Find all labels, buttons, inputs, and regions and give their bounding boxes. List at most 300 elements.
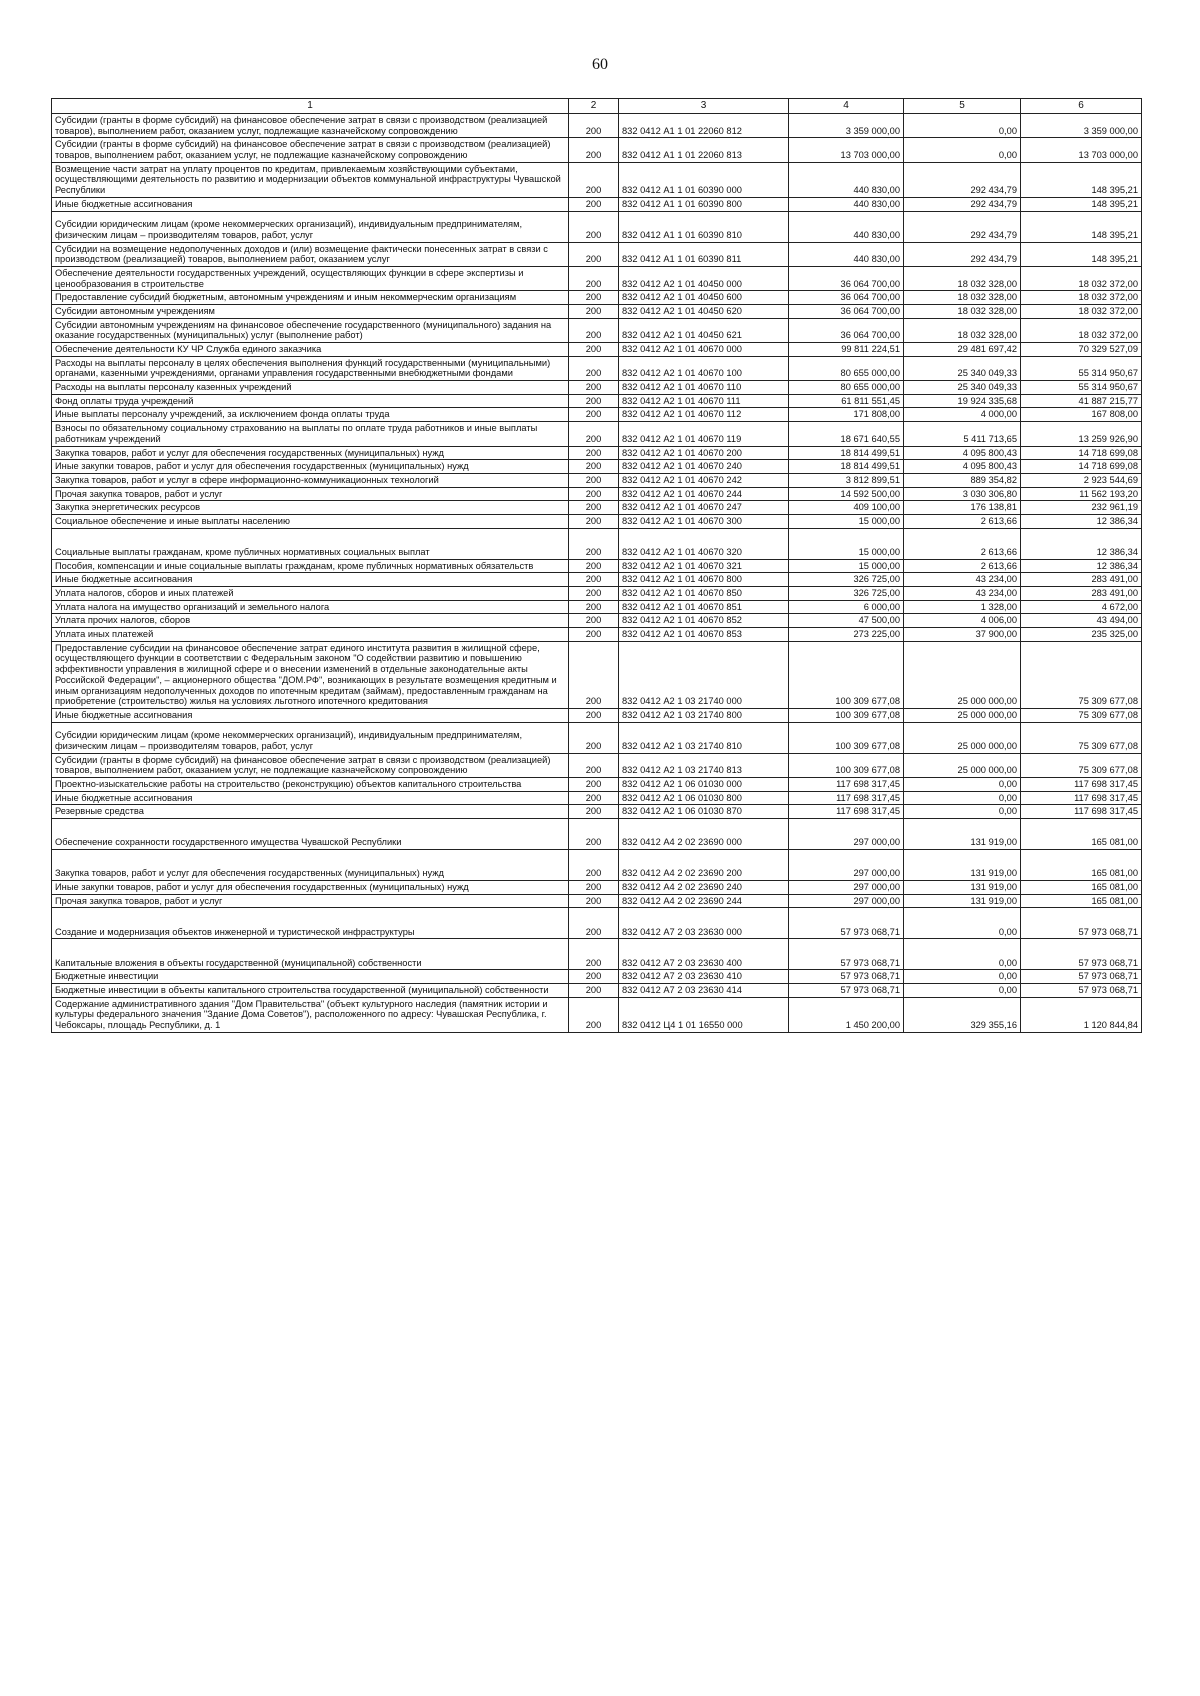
row-code-cell: 200	[569, 628, 619, 642]
row-plan-amount-cell: 100 309 677,08	[789, 722, 904, 753]
row-name-cell: Пособия, компенсации и иные социальные выплаты гражданам, кроме публичных нормативных обязательств	[52, 559, 569, 573]
row-plan-amount-cell: 57 973 068,71	[789, 970, 904, 984]
row-unexecuted-amount-cell: 75 309 677,08	[1021, 708, 1142, 722]
row-executed-amount-cell: 0,00	[904, 138, 1021, 162]
row-plan-amount-cell: 13 703 000,00	[789, 138, 904, 162]
row-plan-amount-cell: 326 725,00	[789, 587, 904, 601]
row-unexecuted-amount-cell: 4 672,00	[1021, 600, 1142, 614]
row-plan-amount-cell: 15 000,00	[789, 559, 904, 573]
row-name-cell: Субсидии на возмещение недополученных доходов и (или) возмещение фактически понесенных затрат в связи с производством (реализацией) товаров, выполнением работ, оказанием услуг	[52, 242, 569, 266]
row-plan-amount-cell: 117 698 317,45	[789, 805, 904, 819]
row-plan-amount-cell: 61 811 551,45	[789, 394, 904, 408]
row-name-cell: Обеспечение деятельности КУ ЧР Служба единого заказчика	[52, 343, 569, 357]
row-plan-amount-cell: 18 814 499,51	[789, 460, 904, 474]
row-classification-cell: 832 0412 А2 1 01 40450 621	[619, 318, 789, 342]
table-row	[52, 266, 1142, 290]
row-plan-amount-cell: 297 000,00	[789, 894, 904, 908]
row-code-cell: 200	[569, 600, 619, 614]
row-executed-amount-cell: 18 032 328,00	[904, 304, 1021, 318]
row-plan-amount-cell: 36 064 700,00	[789, 304, 904, 318]
row-code-cell: 200	[569, 266, 619, 290]
row-name-cell: Бюджетные инвестиции в объекты капитального строительства государственной (муниципальной) собственности	[52, 984, 569, 998]
row-executed-amount-cell: 4 095 800,43	[904, 460, 1021, 474]
row-unexecuted-amount-cell: 283 491,00	[1021, 573, 1142, 587]
row-unexecuted-amount-cell: 18 032 372,00	[1021, 291, 1142, 305]
row-name-cell: Содержание административного здания "Дом Правительства" (объект культурного наследия (памятник истории и культуры федерального значения "Здание Дома Советов"), расположенного по адресу: Чувашская Республика, г. Чебоксары, площадь Республики, д. 1	[52, 997, 569, 1032]
row-plan-amount-cell: 100 309 677,08	[789, 753, 904, 777]
table-row	[52, 805, 1142, 819]
row-executed-amount-cell: 0,00	[904, 805, 1021, 819]
row-code-cell: 200	[569, 473, 619, 487]
row-code-cell: 200	[569, 708, 619, 722]
column-header: 6	[1021, 99, 1142, 114]
row-executed-amount-cell: 0,00	[904, 984, 1021, 998]
row-classification-cell: 832 0412 А2 1 03 21740 800	[619, 708, 789, 722]
row-unexecuted-amount-cell: 75 309 677,08	[1021, 753, 1142, 777]
table-row	[52, 819, 1142, 850]
row-code-cell: 200	[569, 722, 619, 753]
row-plan-amount-cell: 273 225,00	[789, 628, 904, 642]
row-unexecuted-amount-cell: 75 309 677,08	[1021, 641, 1142, 708]
row-plan-amount-cell: 15 000,00	[789, 528, 904, 559]
row-plan-amount-cell: 3 359 000,00	[789, 114, 904, 138]
table-row	[52, 997, 1142, 1032]
row-code-cell: 200	[569, 408, 619, 422]
row-plan-amount-cell: 117 698 317,45	[789, 791, 904, 805]
table-row	[52, 242, 1142, 266]
row-code-cell: 200	[569, 242, 619, 266]
row-classification-cell: 832 0412 А2 1 01 40670 247	[619, 501, 789, 515]
row-plan-amount-cell: 57 973 068,71	[789, 939, 904, 970]
row-code-cell: 200	[569, 460, 619, 474]
row-plan-amount-cell: 440 830,00	[789, 211, 904, 242]
row-unexecuted-amount-cell: 12 386,34	[1021, 514, 1142, 528]
row-classification-cell: 832 0412 А2 1 01 40450 000	[619, 266, 789, 290]
column-header: 4	[789, 99, 904, 114]
row-executed-amount-cell: 0,00	[904, 114, 1021, 138]
column-header: 5	[904, 99, 1021, 114]
table-row	[52, 446, 1142, 460]
row-code-cell: 200	[569, 197, 619, 211]
row-classification-cell: 832 0412 А2 1 01 40450 620	[619, 304, 789, 318]
row-unexecuted-amount-cell: 1 120 844,84	[1021, 997, 1142, 1032]
row-unexecuted-amount-cell: 165 081,00	[1021, 819, 1142, 850]
row-unexecuted-amount-cell: 117 698 317,45	[1021, 805, 1142, 819]
row-name-cell: Прочая закупка товаров, работ и услуг	[52, 894, 569, 908]
row-unexecuted-amount-cell: 148 395,21	[1021, 197, 1142, 211]
row-unexecuted-amount-cell: 57 973 068,71	[1021, 984, 1142, 998]
row-name-cell: Уплата налогов, сборов и иных платежей	[52, 587, 569, 601]
row-name-cell: Создание и модернизация объектов инженерной и туристической инфраструктуры	[52, 908, 569, 939]
row-classification-cell: 832 0412 А4 2 02 23690 000	[619, 819, 789, 850]
row-name-cell: Предоставление субсидии на финансовое обеспечение затрат единого института развития в жилищной сфере, осуществляющего функции в соответствии с Федеральным законом "О содействии развитию и повышению эффективности управления в жилищной сфере и о внесении изменений в отдельные законодательные акты Российской Федерации", – акционерного общества "ДОМ.РФ", возникающих в результате возмещения кредитным и иным организациям недополученных доходов по ипотечным кредитам (займам), предоставленным гражданам на приобретение (строительство) жилья на условиях льготного ипотечного кредитования	[52, 641, 569, 708]
row-executed-amount-cell: 131 919,00	[904, 894, 1021, 908]
row-executed-amount-cell: 0,00	[904, 791, 1021, 805]
row-classification-cell: 832 0412 А2 1 01 40670 852	[619, 614, 789, 628]
row-executed-amount-cell: 329 355,16	[904, 997, 1021, 1032]
row-unexecuted-amount-cell: 14 718 699,08	[1021, 446, 1142, 460]
row-executed-amount-cell: 0,00	[904, 939, 1021, 970]
row-classification-cell: 832 0412 А2 1 01 40670 000	[619, 343, 789, 357]
row-name-cell: Субсидии юридическим лицам (кроме некоммерческих организаций), индивидуальным предпринимателям, физическим лицам – производителям товаров, работ, услуг	[52, 722, 569, 753]
row-executed-amount-cell: 43 234,00	[904, 573, 1021, 587]
row-executed-amount-cell: 4 000,00	[904, 408, 1021, 422]
page-number: 60	[592, 56, 608, 73]
table-row	[52, 460, 1142, 474]
row-plan-amount-cell: 99 811 224,51	[789, 343, 904, 357]
row-name-cell: Проектно-изыскательские работы на строительство (реконструкцию) объектов капитального строительства	[52, 777, 569, 791]
row-classification-cell: 832 0412 А2 1 01 40670 240	[619, 460, 789, 474]
table-row	[52, 211, 1142, 242]
row-unexecuted-amount-cell: 57 973 068,71	[1021, 939, 1142, 970]
table-row	[52, 487, 1142, 501]
table-row	[52, 614, 1142, 628]
row-plan-amount-cell: 171 808,00	[789, 408, 904, 422]
row-name-cell: Резервные средства	[52, 805, 569, 819]
row-classification-cell: 832 0412 А1 1 01 60390 800	[619, 197, 789, 211]
row-classification-cell: 832 0412 А2 1 01 40450 600	[619, 291, 789, 305]
row-executed-amount-cell: 2 613,66	[904, 559, 1021, 573]
row-executed-amount-cell: 2 613,66	[904, 528, 1021, 559]
row-plan-amount-cell: 47 500,00	[789, 614, 904, 628]
row-unexecuted-amount-cell: 12 386,34	[1021, 559, 1142, 573]
row-name-cell: Иные закупки товаров, работ и услуг для обеспечения государственных (муниципальных) нужд	[52, 881, 569, 895]
row-name-cell: Иные бюджетные ассигнования	[52, 197, 569, 211]
row-unexecuted-amount-cell: 18 032 372,00	[1021, 304, 1142, 318]
row-code-cell: 200	[569, 997, 619, 1032]
table-row	[52, 628, 1142, 642]
row-name-cell: Капитальные вложения в объекты государственной (муниципальной) собственности	[52, 939, 569, 970]
row-code-cell: 200	[569, 343, 619, 357]
row-name-cell: Субсидии автономным учреждениям на финансовое обеспечение государственного (муниципального) задания на оказание государственных (муниципальных) услуг (выполнение работ)	[52, 318, 569, 342]
table-row	[52, 791, 1142, 805]
table-row	[52, 984, 1142, 998]
row-code-cell: 200	[569, 587, 619, 601]
row-unexecuted-amount-cell: 57 973 068,71	[1021, 908, 1142, 939]
row-name-cell: Иные бюджетные ассигнования	[52, 573, 569, 587]
column-header: 1	[52, 99, 569, 114]
row-name-cell: Субсидии юридическим лицам (кроме некоммерческих организаций), индивидуальным предпринимателям, физическим лицам – производителям товаров, работ, услуг	[52, 211, 569, 242]
row-executed-amount-cell: 5 411 713,65	[904, 422, 1021, 446]
row-code-cell: 200	[569, 162, 619, 197]
row-code-cell: 200	[569, 614, 619, 628]
row-name-cell: Возмещение части затрат на уплату процентов по кредитам, привлекаемым хозяйствующими субъектами, осуществляющими деятельность по развитию и модернизации объектов коммунальной инфраструктуры Чувашской Республики	[52, 162, 569, 197]
row-name-cell: Обеспечение деятельности государственных учреждений, осуществляющих функции в сфере экспертизы и ценообразования в строительстве	[52, 266, 569, 290]
row-code-cell: 200	[569, 753, 619, 777]
row-classification-cell: 832 0412 А2 1 01 40670 112	[619, 408, 789, 422]
row-name-cell: Закупка товаров, работ и услуг для обеспечения государственных (муниципальных) нужд	[52, 446, 569, 460]
table-row	[52, 970, 1142, 984]
row-unexecuted-amount-cell: 2 923 544,69	[1021, 473, 1142, 487]
row-unexecuted-amount-cell: 41 887 215,77	[1021, 394, 1142, 408]
row-classification-cell: 832 0412 А1 1 01 60390 811	[619, 242, 789, 266]
row-classification-cell: 832 0412 А1 1 01 22060 812	[619, 114, 789, 138]
table-row	[52, 573, 1142, 587]
row-name-cell: Фонд оплаты труда учреждений	[52, 394, 569, 408]
row-executed-amount-cell: 25 340 049,33	[904, 381, 1021, 395]
row-classification-cell: 832 0412 А2 1 01 40670 850	[619, 587, 789, 601]
row-classification-cell: 832 0412 А2 1 06 01030 800	[619, 791, 789, 805]
row-classification-cell: 832 0412 А7 2 03 23630 400	[619, 939, 789, 970]
row-executed-amount-cell: 18 032 328,00	[904, 318, 1021, 342]
row-name-cell: Иные выплаты персоналу учреждений, за исключением фонда оплаты труда	[52, 408, 569, 422]
row-executed-amount-cell: 25 000 000,00	[904, 722, 1021, 753]
row-classification-cell: 832 0412 А2 1 01 40670 320	[619, 528, 789, 559]
row-unexecuted-amount-cell: 283 491,00	[1021, 587, 1142, 601]
budget-execution-table	[51, 98, 1142, 1033]
row-code-cell: 200	[569, 559, 619, 573]
row-classification-cell: 832 0412 А2 1 01 40670 200	[619, 446, 789, 460]
row-executed-amount-cell: 292 434,79	[904, 197, 1021, 211]
row-plan-amount-cell: 117 698 317,45	[789, 777, 904, 791]
row-classification-cell: 832 0412 А2 1 01 40670 110	[619, 381, 789, 395]
row-unexecuted-amount-cell: 18 032 372,00	[1021, 318, 1142, 342]
row-executed-amount-cell: 131 919,00	[904, 819, 1021, 850]
row-code-cell: 200	[569, 304, 619, 318]
row-name-cell: Социальные выплаты гражданам, кроме публичных нормативных социальных выплат	[52, 528, 569, 559]
row-unexecuted-amount-cell: 148 395,21	[1021, 242, 1142, 266]
row-classification-cell: 832 0412 А2 1 06 01030 000	[619, 777, 789, 791]
row-name-cell: Предоставление субсидий бюджетным, автономным учреждениям и иным некоммерческим организациям	[52, 291, 569, 305]
row-unexecuted-amount-cell: 75 309 677,08	[1021, 722, 1142, 753]
row-plan-amount-cell: 36 064 700,00	[789, 291, 904, 305]
row-classification-cell: 832 0412 А2 1 03 21740 813	[619, 753, 789, 777]
table-row	[52, 197, 1142, 211]
row-classification-cell: 832 0412 А4 2 02 23690 240	[619, 881, 789, 895]
row-classification-cell: 832 0412 А2 1 01 40670 244	[619, 487, 789, 501]
row-name-cell: Уплата прочих налогов, сборов	[52, 614, 569, 628]
row-name-cell: Расходы на выплаты персоналу казенных учреждений	[52, 381, 569, 395]
row-executed-amount-cell: 0,00	[904, 970, 1021, 984]
table-row	[52, 600, 1142, 614]
row-executed-amount-cell: 3 030 306,80	[904, 487, 1021, 501]
row-plan-amount-cell: 440 830,00	[789, 162, 904, 197]
row-code-cell: 200	[569, 381, 619, 395]
row-executed-amount-cell: 292 434,79	[904, 211, 1021, 242]
row-name-cell: Закупка энергетических ресурсов	[52, 501, 569, 515]
row-classification-cell: 832 0412 А4 2 02 23690 244	[619, 894, 789, 908]
row-name-cell: Иные бюджетные ассигнования	[52, 708, 569, 722]
row-code-cell: 200	[569, 970, 619, 984]
row-executed-amount-cell: 131 919,00	[904, 881, 1021, 895]
column-header: 2	[569, 99, 619, 114]
row-executed-amount-cell: 292 434,79	[904, 242, 1021, 266]
row-unexecuted-amount-cell: 55 314 950,67	[1021, 381, 1142, 395]
row-executed-amount-cell: 292 434,79	[904, 162, 1021, 197]
row-unexecuted-amount-cell: 3 359 000,00	[1021, 114, 1142, 138]
row-plan-amount-cell: 15 000,00	[789, 514, 904, 528]
row-executed-amount-cell: 2 613,66	[904, 514, 1021, 528]
row-code-cell: 200	[569, 501, 619, 515]
row-name-cell: Расходы на выплаты персоналу в целях обеспечения выполнения функций государственными (муниципальными) органами, казенными учреждениями, органами управления государственными внебюджетными фондами	[52, 356, 569, 380]
row-code-cell: 200	[569, 894, 619, 908]
row-unexecuted-amount-cell: 232 961,19	[1021, 501, 1142, 515]
row-plan-amount-cell: 409 100,00	[789, 501, 904, 515]
row-code-cell: 200	[569, 791, 619, 805]
table-row	[52, 162, 1142, 197]
row-plan-amount-cell: 100 309 677,08	[789, 708, 904, 722]
row-executed-amount-cell: 176 138,81	[904, 501, 1021, 515]
row-executed-amount-cell: 889 354,82	[904, 473, 1021, 487]
row-unexecuted-amount-cell: 117 698 317,45	[1021, 791, 1142, 805]
row-classification-cell: 832 0412 А1 1 01 60390 810	[619, 211, 789, 242]
row-name-cell: Уплата налога на имущество организаций и земельного налога	[52, 600, 569, 614]
row-code-cell: 200	[569, 356, 619, 380]
row-name-cell: Социальное обеспечение и иные выплаты населению	[52, 514, 569, 528]
row-code-cell: 200	[569, 641, 619, 708]
table-row	[52, 381, 1142, 395]
row-executed-amount-cell: 43 234,00	[904, 587, 1021, 601]
row-code-cell: 200	[569, 984, 619, 998]
table-row	[52, 291, 1142, 305]
row-unexecuted-amount-cell: 165 081,00	[1021, 881, 1142, 895]
table-row	[52, 753, 1142, 777]
row-unexecuted-amount-cell: 11 562 193,20	[1021, 487, 1142, 501]
row-name-cell: Закупка товаров, работ и услуг для обеспечения государственных (муниципальных) нужд	[52, 850, 569, 881]
row-executed-amount-cell: 37 900,00	[904, 628, 1021, 642]
row-plan-amount-cell: 3 812 899,51	[789, 473, 904, 487]
row-executed-amount-cell: 25 000 000,00	[904, 753, 1021, 777]
row-plan-amount-cell: 80 655 000,00	[789, 356, 904, 380]
row-classification-cell: 832 0412 А2 1 03 21740 000	[619, 641, 789, 708]
row-name-cell: Иные бюджетные ассигнования	[52, 791, 569, 805]
row-unexecuted-amount-cell: 13 703 000,00	[1021, 138, 1142, 162]
row-code-cell: 200	[569, 394, 619, 408]
row-classification-cell: 832 0412 А2 1 01 40670 800	[619, 573, 789, 587]
table-row	[52, 528, 1142, 559]
column-header: 3	[619, 99, 789, 114]
row-classification-cell: 832 0412 А2 1 01 40670 853	[619, 628, 789, 642]
row-name-cell: Субсидии (гранты в форме субсидий) на финансовое обеспечение затрат в связи с производством (реализацией товаров), выполнением работ, оказанием услуг, подлежащие казначейскому сопровождению	[52, 114, 569, 138]
row-name-cell: Бюджетные инвестиции	[52, 970, 569, 984]
row-plan-amount-cell: 100 309 677,08	[789, 641, 904, 708]
row-executed-amount-cell: 19 924 335,68	[904, 394, 1021, 408]
row-executed-amount-cell: 18 032 328,00	[904, 291, 1021, 305]
row-classification-cell: 832 0412 А2 1 01 40670 119	[619, 422, 789, 446]
table-row	[52, 722, 1142, 753]
row-executed-amount-cell: 25 000 000,00	[904, 641, 1021, 708]
row-plan-amount-cell: 80 655 000,00	[789, 381, 904, 395]
row-name-cell: Закупка товаров, работ и услуг в сфере информационно-коммуникационных технологий	[52, 473, 569, 487]
row-code-cell: 200	[569, 939, 619, 970]
row-classification-cell: 832 0412 А2 1 01 40670 100	[619, 356, 789, 380]
table-row	[52, 408, 1142, 422]
row-classification-cell: 832 0412 А2 1 01 40670 111	[619, 394, 789, 408]
row-code-cell: 200	[569, 819, 619, 850]
row-unexecuted-amount-cell: 55 314 950,67	[1021, 356, 1142, 380]
table-row	[52, 939, 1142, 970]
table-row	[52, 356, 1142, 380]
row-plan-amount-cell: 57 973 068,71	[789, 908, 904, 939]
table-row	[52, 304, 1142, 318]
row-executed-amount-cell: 131 919,00	[904, 850, 1021, 881]
row-code-cell: 200	[569, 881, 619, 895]
row-unexecuted-amount-cell: 13 259 926,90	[1021, 422, 1142, 446]
row-unexecuted-amount-cell: 167 808,00	[1021, 408, 1142, 422]
row-executed-amount-cell: 1 328,00	[904, 600, 1021, 614]
row-code-cell: 200	[569, 850, 619, 881]
row-name-cell: Субсидии (гранты в форме субсидий) на финансовое обеспечение затрат в связи с производством (реализацией) товаров, выполнением работ, оказанием услуг, не подлежащие казначейскому сопровождению	[52, 753, 569, 777]
table-row	[52, 850, 1142, 881]
row-plan-amount-cell: 18 671 640,55	[789, 422, 904, 446]
row-unexecuted-amount-cell: 43 494,00	[1021, 614, 1142, 628]
table-row	[52, 473, 1142, 487]
row-unexecuted-amount-cell: 165 081,00	[1021, 850, 1142, 881]
row-name-cell: Субсидии (гранты в форме субсидий) на финансовое обеспечение затрат в связи с производством (реализацией) товаров, выполнением работ, оказанием услуг, не подлежащие казначейскому сопровождению	[52, 138, 569, 162]
table-row	[52, 777, 1142, 791]
table-row	[52, 114, 1142, 138]
table-row	[52, 881, 1142, 895]
table-header-row	[52, 99, 1142, 114]
row-executed-amount-cell: 29 481 697,42	[904, 343, 1021, 357]
table-row	[52, 641, 1142, 708]
row-code-cell: 200	[569, 211, 619, 242]
row-name-cell: Субсидии автономным учреждениям	[52, 304, 569, 318]
row-plan-amount-cell: 14 592 500,00	[789, 487, 904, 501]
row-code-cell: 200	[569, 114, 619, 138]
table-row	[52, 394, 1142, 408]
row-code-cell: 200	[569, 138, 619, 162]
row-unexecuted-amount-cell: 235 325,00	[1021, 628, 1142, 642]
row-plan-amount-cell: 297 000,00	[789, 819, 904, 850]
table-row	[52, 559, 1142, 573]
row-classification-cell: 832 0412 А7 2 03 23630 414	[619, 984, 789, 998]
table-row	[52, 501, 1142, 515]
row-code-cell: 200	[569, 514, 619, 528]
row-code-cell: 200	[569, 805, 619, 819]
row-code-cell: 200	[569, 908, 619, 939]
row-plan-amount-cell: 440 830,00	[789, 242, 904, 266]
row-plan-amount-cell: 297 000,00	[789, 850, 904, 881]
row-plan-amount-cell: 297 000,00	[789, 881, 904, 895]
table-row	[52, 343, 1142, 357]
row-plan-amount-cell: 57 973 068,71	[789, 984, 904, 998]
row-classification-cell: 832 0412 А2 1 01 40670 242	[619, 473, 789, 487]
row-executed-amount-cell: 25 340 049,33	[904, 356, 1021, 380]
row-name-cell: Обеспечение сохранности государственного имущества Чувашской Республики	[52, 819, 569, 850]
row-classification-cell: 832 0412 А1 1 01 60390 000	[619, 162, 789, 197]
row-unexecuted-amount-cell: 18 032 372,00	[1021, 266, 1142, 290]
table-row	[52, 138, 1142, 162]
row-plan-amount-cell: 1 450 200,00	[789, 997, 904, 1032]
row-code-cell: 200	[569, 528, 619, 559]
row-code-cell: 200	[569, 422, 619, 446]
row-unexecuted-amount-cell: 165 081,00	[1021, 894, 1142, 908]
row-code-cell: 200	[569, 318, 619, 342]
row-unexecuted-amount-cell: 12 386,34	[1021, 528, 1142, 559]
row-classification-cell: 832 0412 А1 1 01 22060 813	[619, 138, 789, 162]
row-code-cell: 200	[569, 487, 619, 501]
row-plan-amount-cell: 6 000,00	[789, 600, 904, 614]
row-plan-amount-cell: 440 830,00	[789, 197, 904, 211]
row-unexecuted-amount-cell: 117 698 317,45	[1021, 777, 1142, 791]
row-executed-amount-cell: 18 032 328,00	[904, 266, 1021, 290]
row-executed-amount-cell: 25 000 000,00	[904, 708, 1021, 722]
row-plan-amount-cell: 36 064 700,00	[789, 318, 904, 342]
row-code-cell: 200	[569, 573, 619, 587]
row-classification-cell: 832 0412 А4 2 02 23690 200	[619, 850, 789, 881]
row-name-cell: Иные закупки товаров, работ и услуг для обеспечения государственных (муниципальных) нужд	[52, 460, 569, 474]
row-code-cell: 200	[569, 446, 619, 460]
row-name-cell: Прочая закупка товаров, работ и услуг	[52, 487, 569, 501]
row-name-cell: Уплата иных платежей	[52, 628, 569, 642]
row-executed-amount-cell: 0,00	[904, 777, 1021, 791]
table-row	[52, 587, 1142, 601]
row-code-cell: 200	[569, 291, 619, 305]
table-row	[52, 318, 1142, 342]
row-unexecuted-amount-cell: 70 329 527,09	[1021, 343, 1142, 357]
row-code-cell: 200	[569, 777, 619, 791]
